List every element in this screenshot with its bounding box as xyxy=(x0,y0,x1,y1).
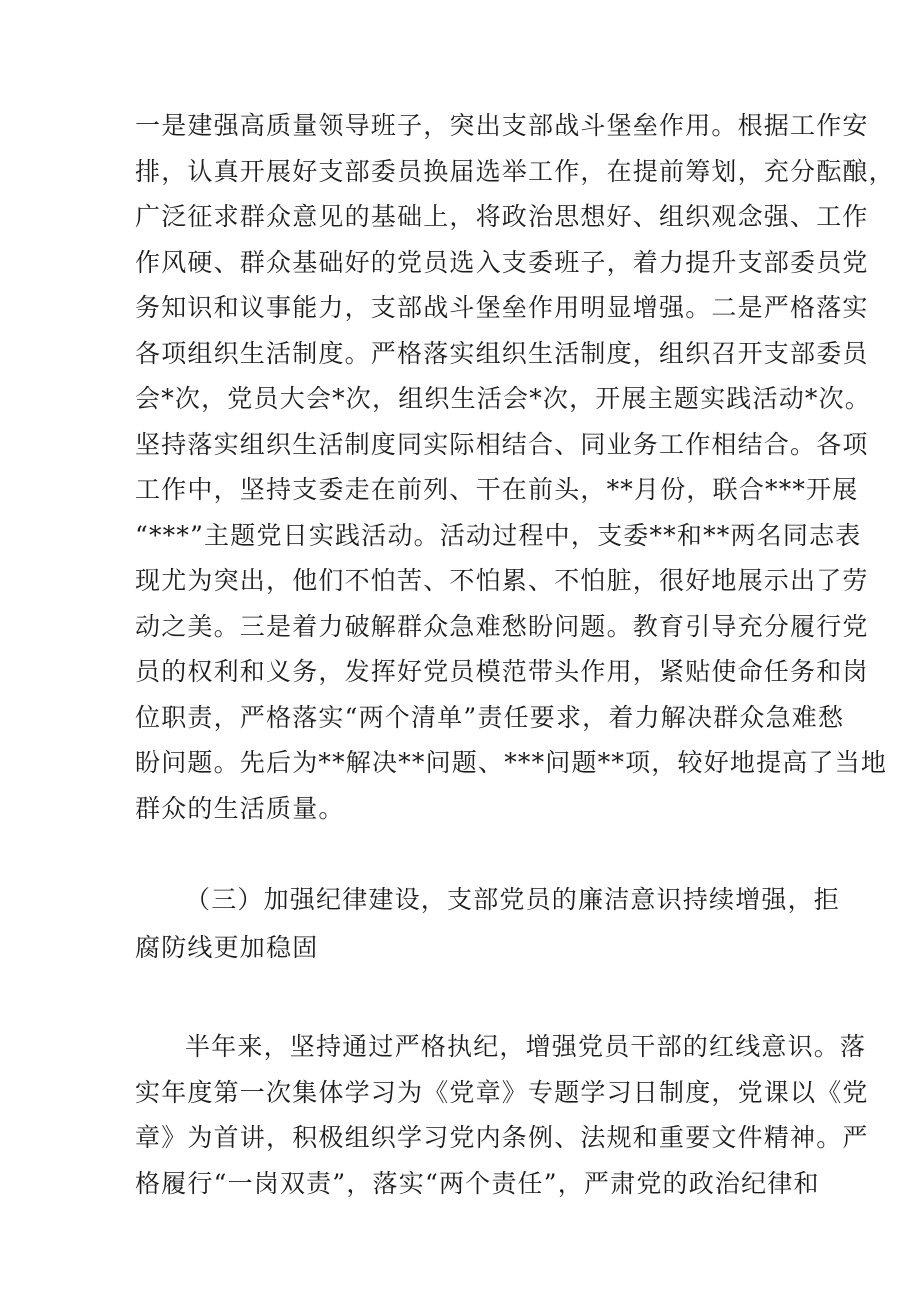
paragraph-line: 动之美。三是着力破解群众急难愁盼问题。教育引导充分履行党 xyxy=(135,611,869,641)
paragraph-line: 会*次，党员大会*次，组织生活会*次，开展主题实践活动*次。 xyxy=(135,384,872,413)
paragraph-line: 坚持落实组织生活制度同实际相结合、同业务工作相结合。各项 xyxy=(135,429,869,459)
paragraph-line: 工作中，坚持支委走在前列、干在前头，**月份，联合***开展 xyxy=(135,475,859,504)
paragraph-line: “***”主题党日实践活动。活动过程中，支委**和**两名同志表 xyxy=(135,520,862,550)
paragraph-line: 作风硬、群众基础好的党员选入支委班子，着力提升支部委员党 xyxy=(135,247,869,277)
paragraph-2 xyxy=(135,1024,869,1206)
paragraph-line: 格履行“一岗双责”，落实“两个责任”，严肃党的政治纪律和 xyxy=(135,1168,820,1198)
paragraph-line: 盼问题。先后为**解决**问题、***问题**项，较好地提高了当地 xyxy=(135,748,888,777)
paragraph-line: 章》为首讲，积极组织学习党内条例、法规和重要文件精神。严 xyxy=(135,1123,869,1152)
paragraph-line: 务知识和议事能力，支部战斗堡垒作用明显增强。二是严格落实 xyxy=(135,293,869,322)
paragraph-line: 位职责，严格落实“两个清单”责任要求，着力解决群众急难愁 xyxy=(135,702,845,732)
paragraph-line: 广泛征求群众意见的基础上，将政治思想好、组织观念强、工作 xyxy=(135,202,869,231)
paragraph-line: 各项组织生活制度。严格落实组织生活制度，组织召开支部委员 xyxy=(135,338,869,368)
paragraph-line: 半年来，坚持通过严格执纪，增强党员干部的红线意识。落 xyxy=(185,1032,867,1061)
paragraph-line: 排，认真开展好支部委员换届选举工作，在提前筹划，充分酝酿， xyxy=(135,156,895,186)
section-heading-3 xyxy=(135,876,841,972)
paragraph-line: 一是建强高质量领导班子，突出支部战斗堡垒作用。根据工作安 xyxy=(135,111,869,140)
paragraph-line: 实年度第一次集体学习为《党章》专题学习日制度，党课以《党 xyxy=(135,1077,869,1107)
paragraph-line: 现尤为突出，他们不怕苦、不怕累、不怕脏，很好地展示出了劳 xyxy=(135,566,869,595)
heading-line: （三）加强纪律建设，支部党员的廉洁意识持续增强，拒 xyxy=(185,885,841,914)
paragraph-line: 员的权利和义务，发挥好党员模范带头作用，紧贴使命任务和岗 xyxy=(135,657,869,686)
paragraph-line: 群众的生活质量。 xyxy=(135,793,345,823)
heading-line: 腐防线更加稳固 xyxy=(135,933,319,962)
paragraph-1 xyxy=(135,103,895,831)
